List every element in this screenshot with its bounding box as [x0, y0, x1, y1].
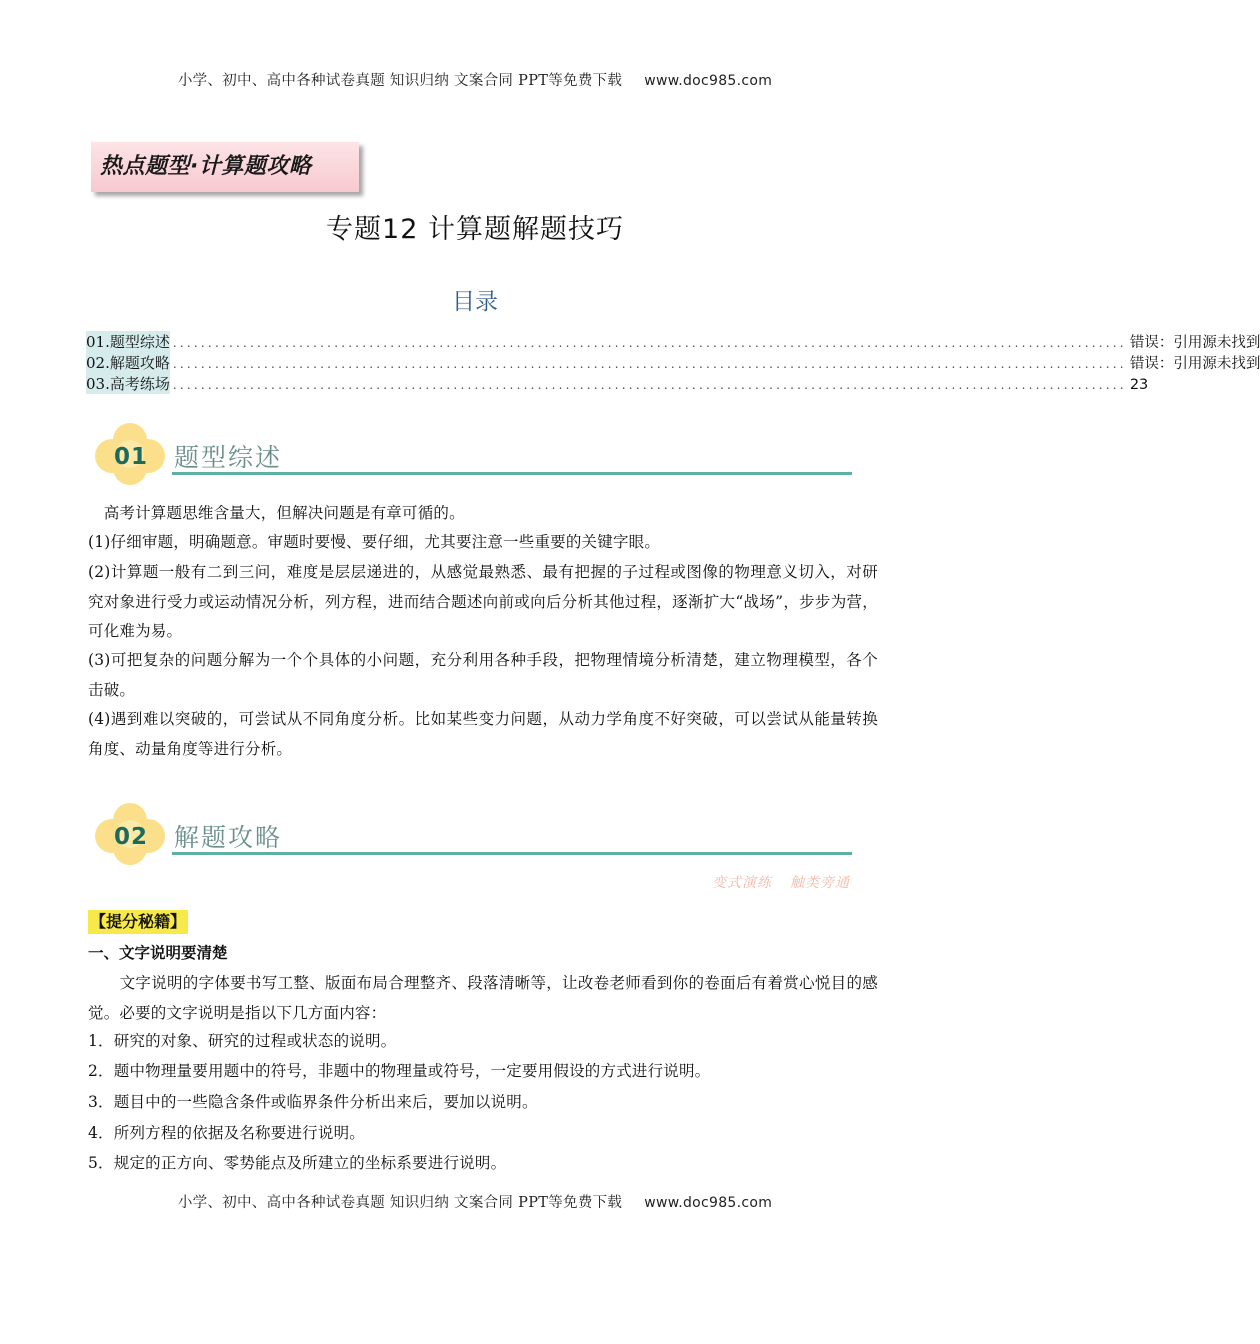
section-title: 题型综述 [174, 443, 283, 472]
toc-item-page: 23 [1129, 377, 1149, 393]
list-item: 3．题目中的一些隐含条件或临界条件分析出来后，要加以说明。 [88, 1093, 538, 1111]
banner-text: 热点题型·计算题攻略 [100, 154, 312, 179]
toc-item-page: 错误：引用源未找到 [1129, 335, 1260, 351]
tips-label: 【提分秘籍】 [88, 910, 188, 934]
tagline-part: 变式演练 [712, 875, 772, 891]
paragraph: (1)仔细审题，明确题意。审题时要慢、要仔细，尤其要注意一些重要的关键字眼。 [88, 533, 661, 551]
toc-item-label[interactable]: 02.解题攻略 [86, 354, 170, 372]
toc-heading: 目录 [452, 289, 498, 315]
toc-leader: ........................................................................................................................................ [172, 357, 1127, 371]
paragraph: (4)遇到难以突破的，可尝试从不同角度分析。比如某些变力问题，从动力学角度不好突破，可以尝试从能量转换角度、动量角度等进行分析。 [88, 710, 878, 758]
footer-url[interactable]: www.doc985.com [644, 1195, 773, 1211]
paragraph: 文字说明的字体要书写工整、版面布局合理整齐、段落清晰等，让改卷老师看到你的卷面后有着赏心悦目的感觉。必要的文字说明是指以下几方面内容： [88, 974, 878, 1022]
paragraph: (3)可把复杂的问题分解为一个个具体的小问题，充分利用各种手段，把物理情境分析清楚，建立物理模型，各个击破。 [88, 651, 878, 699]
toc-item[interactable] [86, 331, 1260, 352]
toc-item-label[interactable]: 03.高考练场 [86, 375, 170, 393]
header-text: 小学、初中、高中各种试卷真题 知识归纳 文案合同 PPT等免费下载 [177, 73, 623, 89]
section-tagline [712, 872, 850, 892]
footer-text: 小学、初中、高中各种试卷真题 知识归纳 文案合同 PPT等免费下载 [177, 1195, 623, 1211]
tagline-part: 触类旁通 [790, 875, 850, 891]
section-number: 01 [114, 444, 149, 470]
paragraph: (2)计算题一般有二到三问，难度是层层递进的，从感觉最熟悉、最有把握的子过程或图像的物理意义切入，对研究对象进行受力或运动情况分析，列方程，进而结合题述向前或向后分析其他过程，逐渐扩大“战场”，步步为营，可化难为易。 [88, 563, 878, 640]
section-heading-strategy [88, 800, 858, 870]
document-title: 专题12 计算题解题技巧 [326, 214, 624, 245]
section-heading-overview [88, 420, 858, 490]
page-footer [0, 1191, 950, 1212]
toc-leader: ........................................................................................................................................ [172, 336, 1127, 350]
list-item: 2．题中物理量要用题中的符号，非题中的物理量或符号，一定要用假设的方式进行说明。 [88, 1062, 711, 1080]
toc-item-page: 错误：引用源未找到 [1129, 356, 1260, 372]
section-number: 02 [114, 824, 149, 850]
list-item: 5．规定的正方向、零势能点及所建立的坐标系要进行说明。 [88, 1154, 507, 1172]
toc-leader: ........................................................................................................................................ [172, 378, 1127, 392]
page-header [0, 69, 950, 90]
header-url[interactable]: www.doc985.com [644, 73, 773, 89]
subheading: 一、文字说明要清楚 [88, 943, 228, 962]
topic-banner [91, 142, 359, 192]
section-title: 解题攻略 [174, 823, 283, 852]
toc-item[interactable] [86, 352, 1260, 373]
toc-item-label[interactable]: 01.题型综述 [86, 333, 170, 351]
list-item: 1．研究的对象、研究的过程或状态的说明。 [88, 1032, 397, 1050]
paragraph: 高考计算题思维含量大，但解决问题是有章可循的。 [88, 504, 465, 522]
table-of-contents [86, 331, 1260, 394]
section-rule [172, 852, 852, 855]
list-item: 4．所列方程的依据及名称要进行说明。 [88, 1124, 365, 1142]
toc-item[interactable] [86, 373, 1149, 394]
section-rule [172, 472, 852, 475]
